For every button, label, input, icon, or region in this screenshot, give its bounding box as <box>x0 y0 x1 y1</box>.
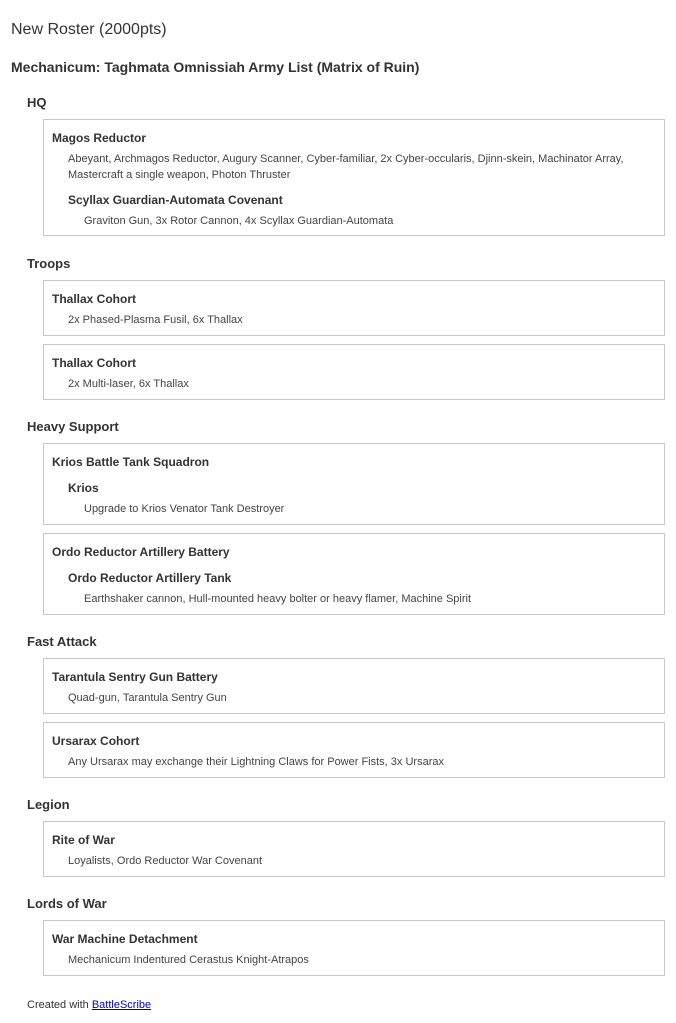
selection-description: Any Ursarax may exchange their Lightning Claws for Power Fists, 3x Ursarax <box>68 756 444 768</box>
selection-name: Thallax Cohort <box>52 292 137 306</box>
category-title: HQ <box>27 95 47 110</box>
sub-selection-description: Upgrade to Krios Venator Tank Destroyer <box>84 503 285 515</box>
roster-title: New Roster (2000pts) <box>11 21 167 38</box>
category-title: Lords of War <box>27 896 107 911</box>
selection-name: Tarantula Sentry Gun Battery <box>52 670 218 684</box>
battlescribe-link[interactable]: BattleScribe <box>91 999 152 1011</box>
force-title: Mechanicum: Taghmata Omnissiah Army List (Matrix of Ruin) <box>11 59 420 75</box>
category-title: Heavy Support <box>27 419 119 434</box>
selection-tarantula-sentry-gun-battery <box>43 658 665 714</box>
category-troops <box>27 256 665 390</box>
selection-name: Krios Battle Tank Squadron <box>52 455 210 469</box>
selection-description: 2x Phased-Plasma Fusil, 6x Thallax <box>68 314 243 326</box>
sub-selection-description: Earthshaker cannon, Hull-mounted heavy bolter or heavy flamer, Machine Spirit <box>84 593 472 605</box>
selection-name: Ordo Reductor Artillery Battery <box>52 545 230 559</box>
category-legion <box>27 797 665 867</box>
category-hq <box>27 95 665 227</box>
selection-description: Quad-gun, Tarantula Sentry Gun <box>68 692 227 704</box>
selection-description: Mechanicum Indentured Cerastus Knight-Atrapos <box>68 954 309 966</box>
selection-description: Loyalists, Ordo Reductor War Covenant <box>68 855 263 867</box>
category-title: Fast Attack <box>27 634 97 649</box>
selection-description: 2x Multi-laser, 6x Thallax <box>68 378 189 390</box>
selection-war-machine-detachment <box>43 920 665 976</box>
sub-selection-name: Krios <box>68 481 99 495</box>
sub-selection-description: Graviton Gun, 3x Rotor Cannon, 4x Scyllax Guardian-Automata <box>84 215 394 227</box>
selection-krios-battle-tank-squadron <box>43 443 665 525</box>
selection-ordo-reductor-artillery-battery <box>43 533 665 615</box>
category-fast-attack <box>27 634 665 768</box>
selection-name: Rite of War <box>52 833 115 847</box>
category-title: Troops <box>27 256 71 271</box>
sub-selection-name: Scyllax Guardian-Automata Covenant <box>68 193 283 207</box>
selection-ursarax-cohort <box>43 722 665 778</box>
selection-name: Ursarax Cohort <box>52 734 140 748</box>
footer-text: Created with <box>27 999 92 1011</box>
selection-rite-of-war <box>43 821 665 877</box>
selection-magos-reductor <box>43 119 665 236</box>
sub-selection-name: Ordo Reductor Artillery Tank <box>68 571 232 585</box>
selection-name: Thallax Cohort <box>52 356 137 370</box>
category-heavy-support <box>27 419 665 605</box>
footer <box>27 998 151 1012</box>
selection-thallax-cohort-1 <box>43 280 665 336</box>
category-title: Legion <box>27 797 70 812</box>
category-lords-of-war <box>27 896 665 966</box>
selection-description: Abeyant, Archmagos Reductor, Augury Scanner, Cyber-familiar, 2x Cyber-occularis, Djinn-skein, Machinator Array, Mastercraft a single weapon, Photon Thruster <box>68 153 624 181</box>
selection-thallax-cohort-2 <box>43 344 665 400</box>
selection-name: Magos Reductor <box>52 131 147 145</box>
selection-name: War Machine Detachment <box>52 932 198 946</box>
